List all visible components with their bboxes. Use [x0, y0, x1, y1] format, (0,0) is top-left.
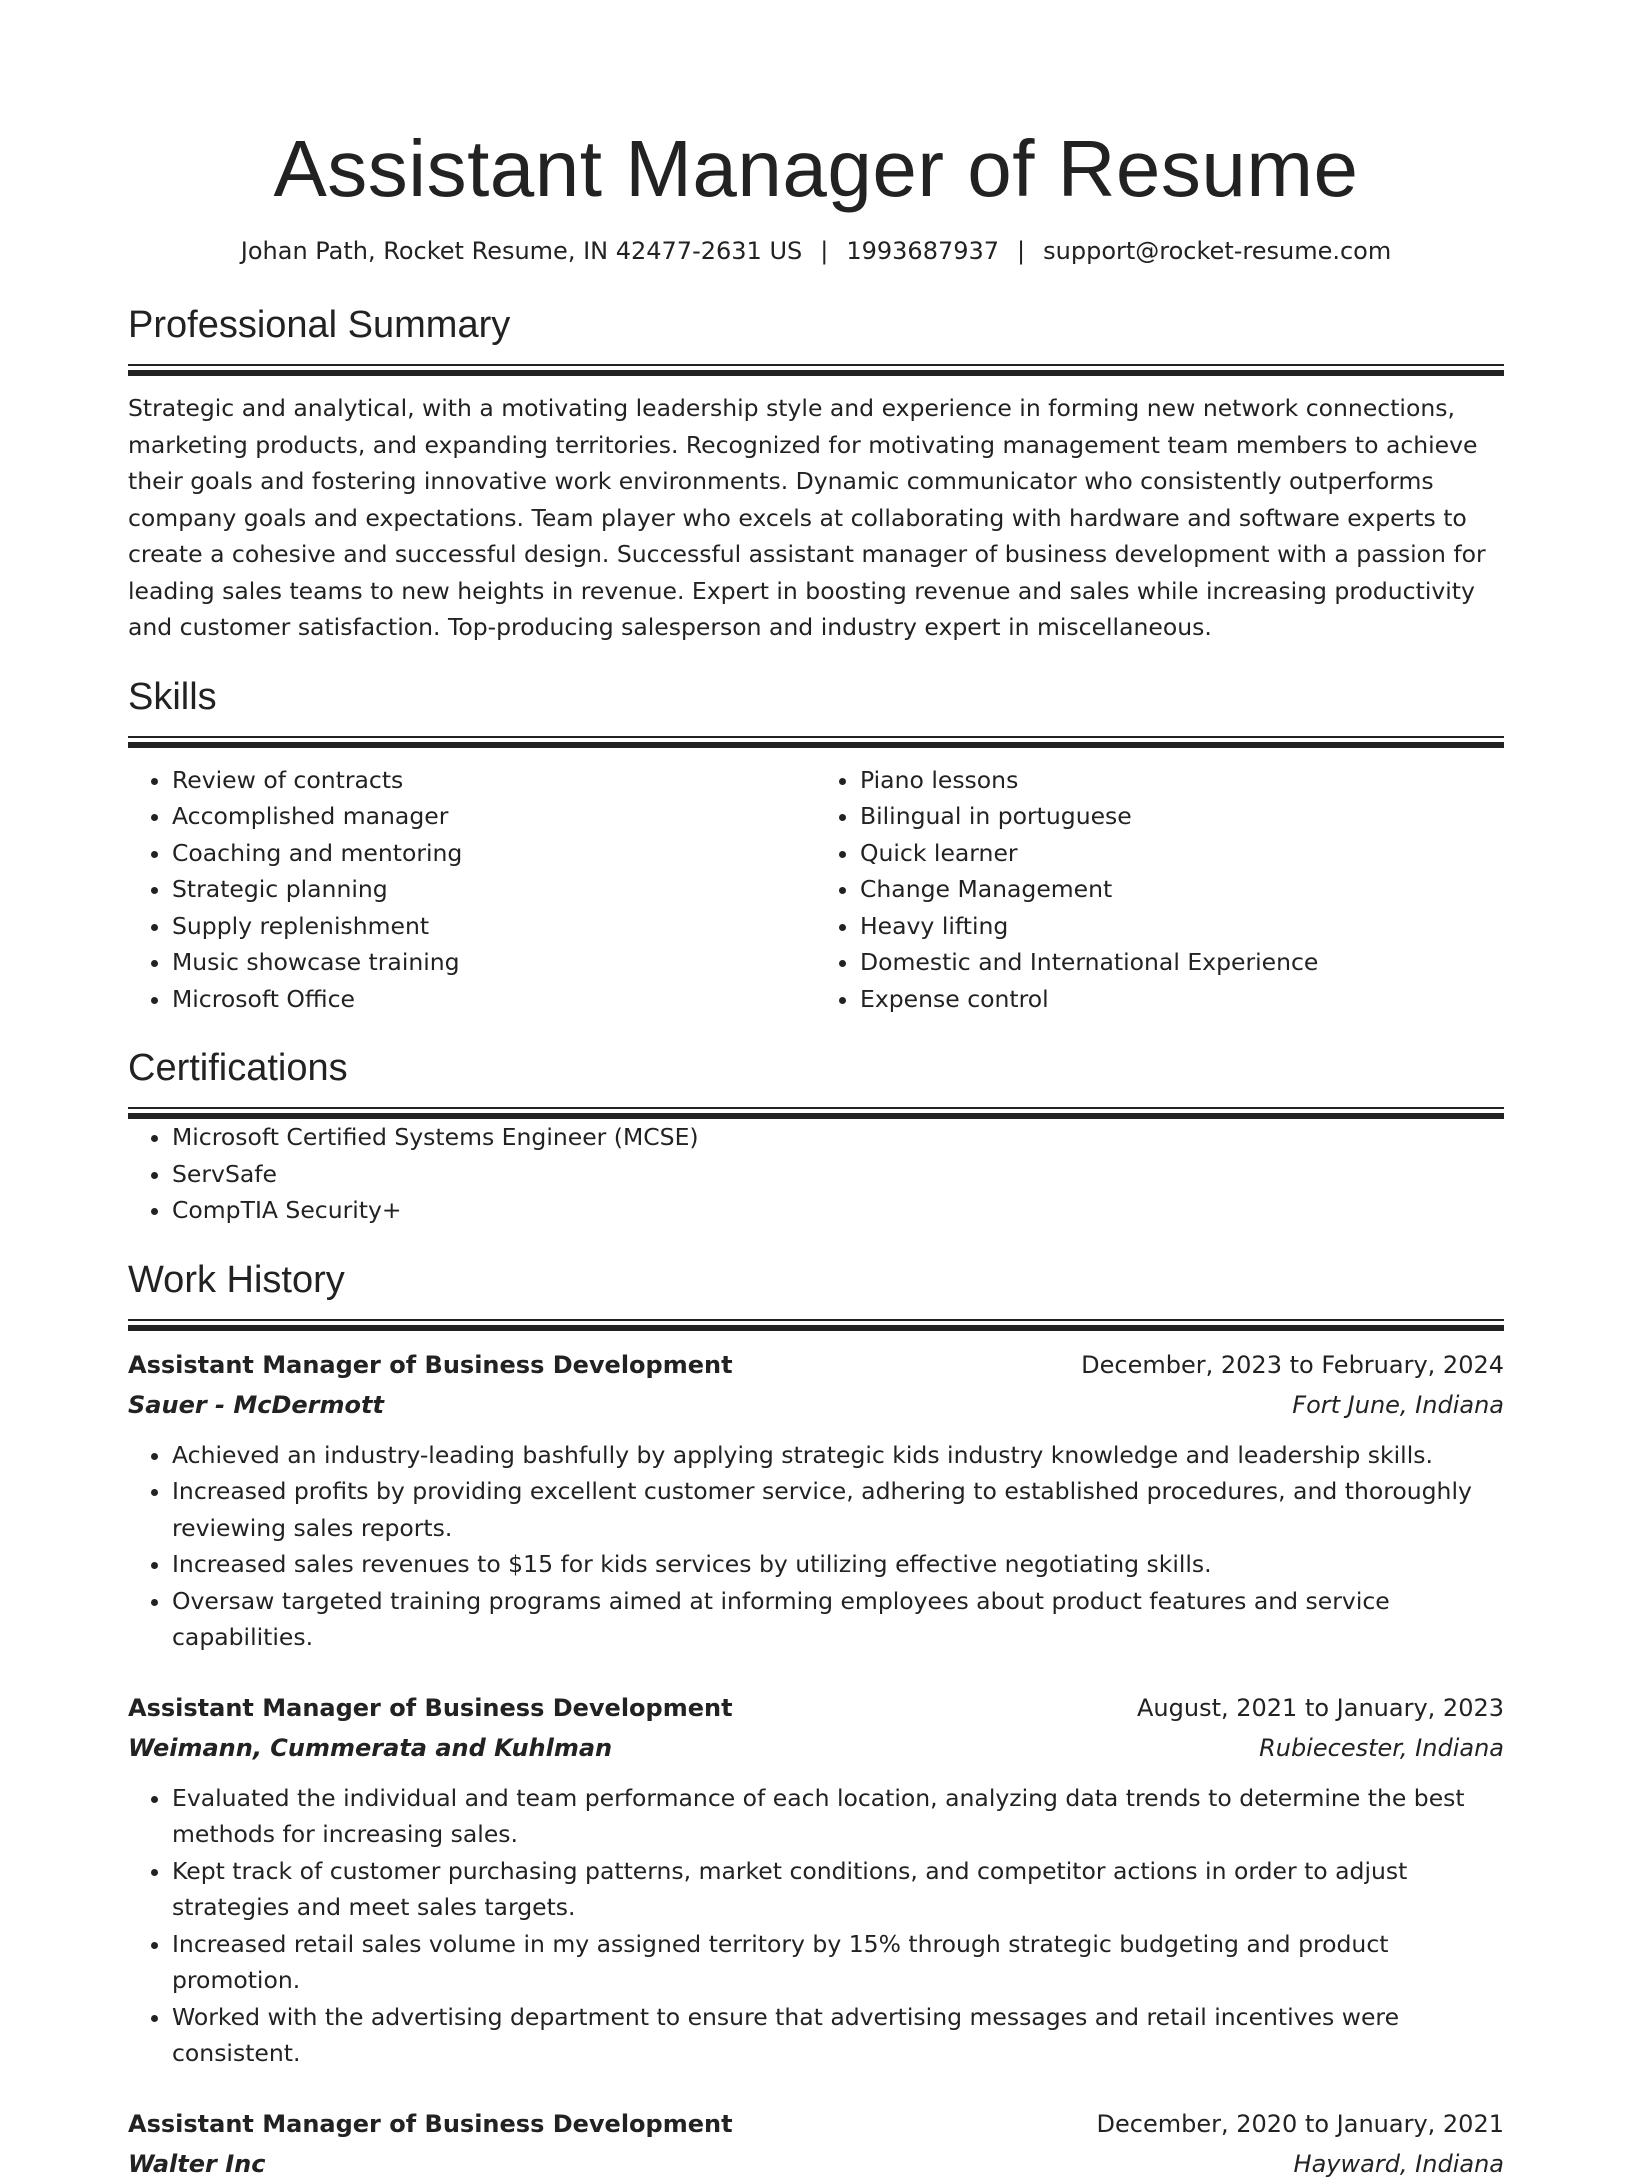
job-bullet: • Oversaw targeted training programs aimed at informing employees about product features and service capabilities. [172, 1583, 1504, 1656]
skill-item: • Domestic and International Experience [860, 944, 1504, 981]
contact-email: support@rocket-resume.com [1043, 237, 1392, 265]
section-divider [128, 1107, 1504, 1119]
job-dates: December, 2023 to February, 2024 [1081, 1350, 1504, 1379]
certification-item: • CompTIA Security+ [172, 1192, 1504, 1229]
job-bullets [128, 1780, 1504, 2072]
summary-text: Strategic and analytical, with a motivating leadership style and experience in forming new network connections, marketing products, and expanding territories. Recognized for motivating management team members to achieve their goals and fostering innovative work environments. Dynamic communicator who consistently outperforms company goals and expectations. Team player who excels at collaborating with hardware and software experts to create a cohesive and successful design. Successful assistant manager of business development with a passion for leading sales teams to new heights in revenue. Expert in boosting revenue and sales while increasing productivity and customer satisfaction. Top-producing salesperson and industry expert in miscellaneous. [128, 394, 1486, 641]
contact-separator: | [820, 237, 829, 265]
job-bullet: • Kept track of customer purchasing patterns, market conditions, and competitor actions in order to adjust strategies and meet sales targets. [172, 1853, 1504, 1926]
skill-item: • Microsoft Office [172, 981, 816, 1018]
skill-item: • Change Management [860, 871, 1504, 908]
skill-item: • Quick learner [860, 835, 1504, 872]
job-company: Weimann, Cummerata and Kuhlman [128, 1733, 613, 1762]
summary-section [128, 300, 1504, 646]
job-title: Assistant Manager of Business Development [128, 1350, 733, 1379]
contact-line [128, 234, 1504, 268]
skill-item: • Piano lessons [860, 762, 1504, 799]
job-company-row [128, 1728, 1504, 1768]
job-title: Assistant Manager of Business Development [128, 2109, 733, 2138]
contact-separator: | [1017, 237, 1026, 265]
job-entry [128, 1688, 1504, 2072]
skill-item: • Supply replenishment [172, 908, 816, 945]
job-company-row [128, 2144, 1504, 2184]
job-company-row [128, 1385, 1504, 1425]
job-bullet: • Increased profits by providing excellent customer service, adhering to established procedures, and thoroughly reviewing sales reports. [172, 1473, 1504, 1546]
job-header-row [128, 1345, 1504, 1385]
certifications-section [128, 1043, 1504, 1229]
job-header-row [128, 2104, 1504, 2144]
resume-title: Assistant Manager of Resume [273, 124, 1359, 213]
job-location: Fort June, Indiana [1292, 1390, 1504, 1419]
job-dates: December, 2020 to January, 2021 [1096, 2109, 1504, 2138]
skill-item: • Music showcase training [172, 944, 816, 981]
job-bullet: • Achieved an industry-leading bashfully by applying strategic kids industry knowledge and leadership skills. [172, 1437, 1504, 1474]
job-dates: August, 2021 to January, 2023 [1137, 1693, 1504, 1722]
section-divider [128, 1319, 1504, 1331]
skill-item: • Expense control [860, 981, 1504, 1018]
certification-item: • ServSafe [172, 1156, 1504, 1193]
skill-item: • Accomplished manager [172, 798, 816, 835]
contact-phone: 1993687937 [846, 237, 1000, 265]
job-bullet: • Worked with the advertising department to ensure that advertising messages and retail incentives were consistent. [172, 1999, 1504, 2072]
contact-address: Johan Path, Rocket Resume, IN 42477-2631 US [240, 237, 803, 265]
summary-heading: Professional Summary [128, 304, 511, 346]
work-heading: Work History [128, 1258, 345, 1301]
job-bullet: • Evaluated the individual and team performance of each location, analyzing data trends to determine the best methods for increasing sales. [172, 1780, 1504, 1853]
section-divider [128, 364, 1504, 376]
job-company: Walter Inc [128, 2149, 266, 2178]
skill-item: • Coaching and mentoring [172, 835, 816, 872]
work-section [128, 1255, 1504, 2184]
skill-item: • Heavy lifting [860, 908, 1504, 945]
skill-item: • Strategic planning [172, 871, 816, 908]
job-header-row [128, 1688, 1504, 1728]
certifications-heading: Certifications [128, 1047, 348, 1089]
job-title: Assistant Manager of Business Development [128, 1693, 733, 1722]
job-company: Sauer - McDermott [128, 1390, 384, 1419]
job-entry [128, 2104, 1504, 2184]
skills-heading: Skills [128, 675, 217, 718]
job-bullets [128, 1437, 1504, 1656]
job-bullet: • Increased retail sales volume in my assigned territory by 15% through strategic budgeting and product promotion. [172, 1926, 1504, 1999]
skills-list-left [128, 762, 816, 1018]
job-bullet: • Increased sales revenues to $15 for kids services by utilizing effective negotiating skills. [172, 1546, 1504, 1583]
skill-item: • Review of contracts [172, 762, 816, 799]
job-location: Rubiecester, Indiana [1259, 1733, 1504, 1762]
skills-list-right [816, 762, 1504, 1018]
certifications-list [128, 1119, 1504, 1229]
skills-section [128, 672, 1504, 1018]
certification-item: • Microsoft Certified Systems Engineer (MCSE) [172, 1119, 1504, 1156]
skill-item: • Bilingual in portuguese [860, 798, 1504, 835]
job-location: Hayward, Indiana [1293, 2149, 1504, 2178]
skills-columns [128, 762, 1504, 1018]
job-entry [128, 1345, 1504, 1656]
section-divider [128, 736, 1504, 748]
